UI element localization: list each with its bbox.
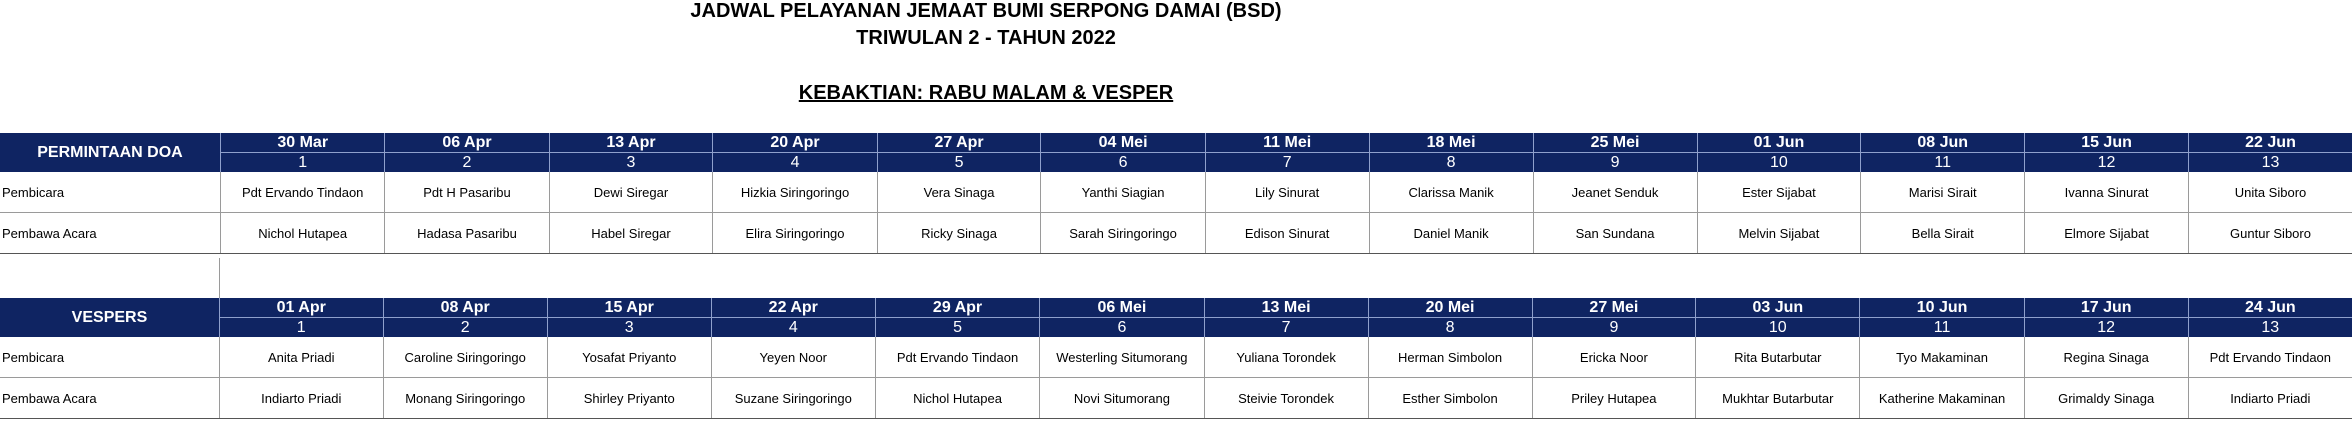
schedule-cell: Bella Sirait [1861, 213, 2025, 254]
schedule-cell: Tyo Makaminan [1860, 337, 2024, 378]
date-header: 01 Apr [219, 298, 383, 318]
week-number: 2 [383, 318, 547, 338]
section-title: VESPERS [0, 298, 219, 337]
week-number: 13 [2188, 318, 2352, 338]
schedule-cell: Nichol Hutapea [220, 213, 384, 254]
schedule-cell: Jeanet Senduk [1533, 172, 1697, 213]
schedule-cell: Esther Simbolon [1368, 378, 1532, 419]
date-header: 20 Apr [713, 133, 877, 153]
schedule-cell: Katherine Makaminan [1860, 378, 2024, 419]
section-title: PERMINTAAN DOA [0, 133, 220, 172]
week-number: 4 [711, 318, 875, 338]
week-number: 11 [1860, 318, 2024, 338]
date-header: 24 Jun [2188, 298, 2352, 318]
schedule-cell: Elmore Sijabat [2025, 213, 2189, 254]
schedule-cell: Pdt Ervando Tindaon [220, 172, 384, 213]
schedule-cell: Hadasa Pasaribu [385, 213, 549, 254]
week-number: 11 [1861, 153, 2025, 173]
date-header: 01 Jun [1697, 133, 1861, 153]
schedule-cell: Yuliana Torondek [1204, 337, 1368, 378]
date-header: 25 Mei [1533, 133, 1697, 153]
week-number: 5 [877, 153, 1041, 173]
week-number: 8 [1369, 153, 1533, 173]
schedule-cell: Yanthi Siagian [1041, 172, 1205, 213]
schedule-cell: Clarissa Manik [1369, 172, 1533, 213]
schedule-cell: Mukhtar Butarbutar [1696, 378, 1860, 419]
week-number: 8 [1368, 318, 1532, 338]
date-header: 29 Apr [875, 298, 1039, 318]
schedule-cell: Pdt Ervando Tindaon [875, 337, 1039, 378]
week-number: 3 [547, 318, 711, 338]
schedule-cell: Ricky Sinaga [877, 213, 1041, 254]
date-header: 11 Mei [1205, 133, 1369, 153]
table-spacer [0, 258, 2352, 298]
schedule-cell: Daniel Manik [1369, 213, 1533, 254]
week-number: 9 [1533, 153, 1697, 173]
week-number: 10 [1697, 153, 1861, 173]
date-header: 08 Apr [383, 298, 547, 318]
table-row [0, 172, 2352, 213]
date-header: 30 Mar [220, 133, 384, 153]
document-title: JADWAL PELAYANAN JEMAAT BUMI SERPONG DAMAI (BSD) [690, 0, 1282, 22]
row-label: Pembicara [0, 172, 220, 213]
schedule-cell: Grimaldy Sinaga [2024, 378, 2188, 419]
schedule-cell: Nichol Hutapea [875, 378, 1039, 419]
schedule-cell: Sarah Siringoringo [1041, 213, 1205, 254]
schedule-cell: Rita Butarbutar [1696, 337, 1860, 378]
schedule-cell: Novi Situmorang [1040, 378, 1204, 419]
date-header: 06 Mei [1040, 298, 1204, 318]
table-row [0, 378, 2352, 419]
schedule-cell: Westerling Situmorang [1040, 337, 1204, 378]
schedule-cell: Habel Siregar [549, 213, 713, 254]
schedule-cell: Ester Sijabat [1697, 172, 1861, 213]
section-heading: KEBAKTIAN: RABU MALAM & VESPER [798, 82, 1174, 104]
schedule-cell: Unita Siboro [2189, 172, 2352, 213]
week-number: 6 [1040, 318, 1204, 338]
schedule-cell: Hizkia Siringoringo [713, 172, 877, 213]
schedule-cell: Edison Sinurat [1205, 213, 1369, 254]
permintaan-doa-table [0, 133, 2352, 254]
date-header: 17 Jun [2024, 298, 2188, 318]
row-label: Pembicara [0, 337, 219, 378]
week-number: 5 [875, 318, 1039, 338]
week-number: 13 [2189, 153, 2352, 173]
row-label: Pembawa Acara [0, 213, 220, 254]
week-number: 1 [220, 153, 384, 173]
schedule-cell: Elira Siringoringo [713, 213, 877, 254]
date-header: 22 Apr [711, 298, 875, 318]
week-number: 7 [1204, 318, 1368, 338]
document-subtitle: TRIWULAN 2 - TAHUN 2022 [856, 27, 1116, 49]
date-header: 18 Mei [1369, 133, 1533, 153]
date-header: 13 Mei [1204, 298, 1368, 318]
week-number: 7 [1205, 153, 1369, 173]
date-header: 20 Mei [1368, 298, 1532, 318]
schedule-cell: Regina Sinaga [2024, 337, 2188, 378]
week-number: 6 [1041, 153, 1205, 173]
week-number: 1 [219, 318, 383, 338]
schedule-cell: Monang Siringoringo [383, 378, 547, 419]
schedule-cell: Pdt H Pasaribu [385, 172, 549, 213]
date-header: 15 Jun [2025, 133, 2189, 153]
schedule-cell: Indiarto Priadi [219, 378, 383, 419]
date-header: 27 Apr [877, 133, 1041, 153]
week-number: 9 [1532, 318, 1696, 338]
date-header: 03 Jun [1696, 298, 1860, 318]
date-header: 15 Apr [547, 298, 711, 318]
week-number: 2 [385, 153, 549, 173]
date-header: 22 Jun [2189, 133, 2352, 153]
schedule-cell: Indiarto Priadi [2188, 378, 2352, 419]
schedule-cell: San Sundana [1533, 213, 1697, 254]
date-header: 06 Apr [385, 133, 549, 153]
date-header: 08 Jun [1861, 133, 2025, 153]
week-number: 12 [2025, 153, 2189, 173]
schedule-cell: Yeyen Noor [711, 337, 875, 378]
schedule-cell: Pdt Ervando Tindaon [2188, 337, 2352, 378]
schedule-cell: Anita Priadi [219, 337, 383, 378]
table-row [0, 337, 2352, 378]
schedule-cell: Melvin Sijabat [1697, 213, 1861, 254]
schedule-cell: Marisi Sirait [1861, 172, 2025, 213]
schedule-cell: Yosafat Priyanto [547, 337, 711, 378]
schedule-cell: Shirley Priyanto [547, 378, 711, 419]
date-header: 10 Jun [1860, 298, 2024, 318]
schedule-cell: Guntur Siboro [2189, 213, 2352, 254]
schedule-cell: Ericka Noor [1532, 337, 1696, 378]
schedule-cell: Herman Simbolon [1368, 337, 1532, 378]
schedule-cell: Ivanna Sinurat [2025, 172, 2189, 213]
schedule-cell: Priley Hutapea [1532, 378, 1696, 419]
row-label: Pembawa Acara [0, 378, 219, 419]
date-header: 27 Mei [1532, 298, 1696, 318]
week-number: 10 [1696, 318, 1860, 338]
week-number: 12 [2024, 318, 2188, 338]
schedule-cell: Suzane Siringoringo [711, 378, 875, 419]
schedule-cell: Dewi Siregar [549, 172, 713, 213]
schedule-cell: Vera Sinaga [877, 172, 1041, 213]
schedule-cell: Steivie Torondek [1204, 378, 1368, 419]
week-number: 3 [549, 153, 713, 173]
schedule-cell: Lily Sinurat [1205, 172, 1369, 213]
date-header: 04 Mei [1041, 133, 1205, 153]
table-row [0, 213, 2352, 254]
schedule-cell: Caroline Siringoringo [383, 337, 547, 378]
week-number: 4 [713, 153, 877, 173]
date-header: 13 Apr [549, 133, 713, 153]
vespers-table [0, 298, 2352, 419]
